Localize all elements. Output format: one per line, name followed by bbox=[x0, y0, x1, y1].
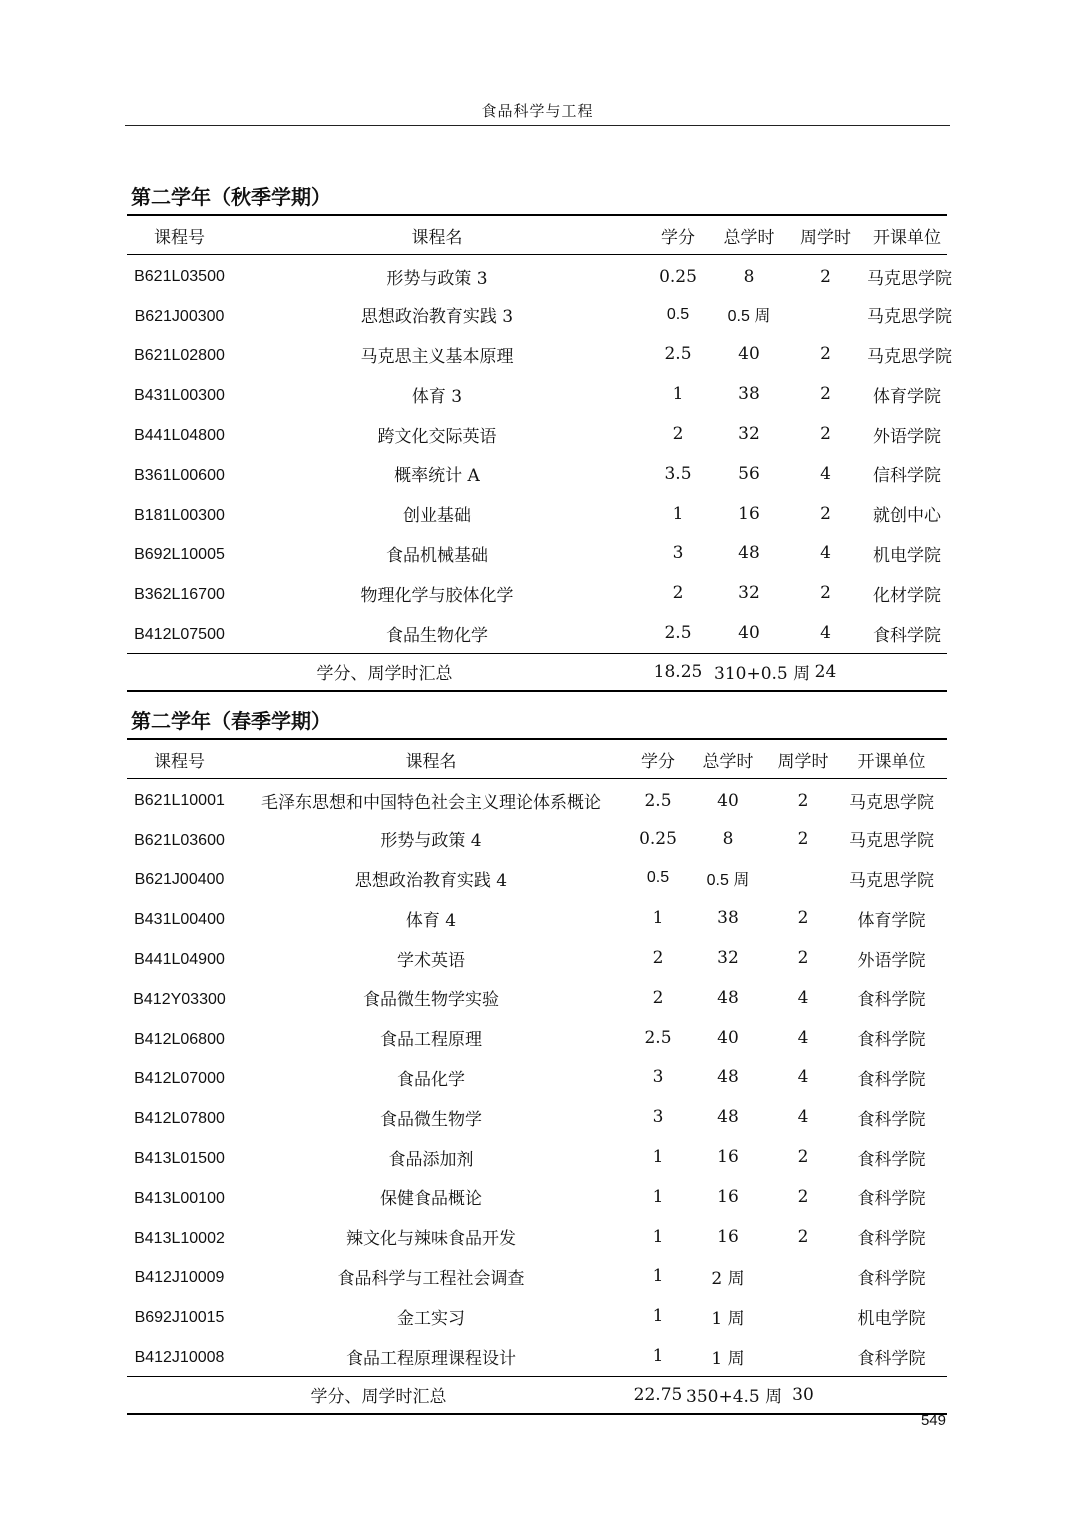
course-total-hours: 8 bbox=[743, 266, 755, 287]
course-code: B621J00400 bbox=[134, 871, 225, 889]
course-code: B362L16700 bbox=[134, 586, 225, 604]
course-total-hours: 48 bbox=[738, 543, 760, 564]
course-code: B441L04900 bbox=[134, 951, 225, 969]
course-code: B181L00300 bbox=[134, 506, 225, 524]
course-code: B413L01500 bbox=[134, 1150, 225, 1168]
table-row bbox=[127, 573, 947, 613]
column-header-total-hours: 总学时 bbox=[702, 751, 754, 772]
course-name: 保健食品概论 bbox=[380, 1189, 482, 1210]
column-header-code: 课程号 bbox=[154, 751, 205, 772]
course-name: 体育 4 bbox=[405, 910, 457, 931]
course-department: 马克思学院 bbox=[867, 346, 952, 367]
course-department: 马克思学院 bbox=[849, 831, 934, 852]
course-total-hours: 16 bbox=[717, 1186, 739, 1207]
total-weekly-hours: 30 bbox=[792, 1384, 814, 1405]
course-credit: 1 bbox=[652, 1306, 664, 1327]
course-total-hours: 48 bbox=[717, 1067, 739, 1088]
total-label: 学分、周学时汇总 bbox=[316, 664, 453, 685]
course-total-hours: 8 bbox=[722, 828, 734, 849]
course-total-hours: 16 bbox=[717, 1226, 739, 1247]
course-weekly-hours: 2 bbox=[797, 1147, 809, 1168]
course-name: 毛泽东思想和中国特色社会主义理论体系概论 bbox=[261, 793, 601, 814]
table-row bbox=[127, 1177, 947, 1217]
course-total-hours: 38 bbox=[717, 908, 739, 929]
section-title-autumn: 第二学年（秋季学期） bbox=[131, 185, 331, 209]
course-code: B692J10015 bbox=[134, 1309, 225, 1327]
course-weekly-hours bbox=[784, 295, 867, 335]
course-department: 食科学院 bbox=[857, 990, 926, 1011]
course-weekly-hours: 2 bbox=[797, 790, 809, 811]
course-department: 马克思学院 bbox=[849, 793, 934, 814]
course-department: 外语学院 bbox=[873, 426, 941, 447]
table-row bbox=[127, 978, 947, 1018]
table-row bbox=[127, 1137, 947, 1177]
course-weekly-hours: 4 bbox=[797, 1107, 809, 1128]
course-name: 跨文化交际英语 bbox=[377, 426, 497, 447]
total-department-empty bbox=[867, 653, 947, 691]
course-total-hours: 0.5 周 bbox=[706, 871, 750, 889]
table-row bbox=[127, 335, 947, 375]
course-name: 食品工程原理课程设计 bbox=[346, 1348, 516, 1369]
course-total-hours: 1 周 bbox=[711, 1348, 745, 1369]
course-name: 形势与政策 4 bbox=[380, 831, 482, 852]
course-department: 食科学院 bbox=[857, 1149, 926, 1170]
course-credit: 1 bbox=[652, 1266, 664, 1287]
course-code: B412L07500 bbox=[134, 626, 225, 644]
column-header-weekly-hours: 周学时 bbox=[777, 751, 829, 772]
course-department: 机电学院 bbox=[857, 1308, 926, 1329]
course-weekly-hours: 4 bbox=[797, 1067, 809, 1088]
course-credit: 0.25 bbox=[659, 266, 697, 287]
course-credit: 1 bbox=[652, 1226, 664, 1247]
course-code: B361L00600 bbox=[134, 466, 225, 484]
course-code: B412L06800 bbox=[134, 1030, 225, 1048]
course-weekly-hours bbox=[770, 1336, 836, 1376]
course-name: 体育 3 bbox=[411, 386, 463, 407]
table-row bbox=[127, 295, 947, 335]
course-credit: 3 bbox=[652, 1107, 664, 1128]
course-total-hours: 1 周 bbox=[711, 1308, 745, 1329]
course-code: B413L10002 bbox=[134, 1229, 225, 1247]
table-row bbox=[127, 613, 947, 653]
course-credit: 0.5 bbox=[666, 305, 690, 323]
course-total-hours: 32 bbox=[738, 424, 760, 445]
header-rule bbox=[125, 125, 950, 126]
course-code: B412J10009 bbox=[134, 1269, 225, 1287]
column-header-weekly-hours: 周学时 bbox=[800, 227, 851, 248]
course-rows-autumn bbox=[127, 255, 952, 691]
course-code: B431L00300 bbox=[134, 387, 225, 405]
course-name: 食品添加剂 bbox=[388, 1149, 474, 1170]
column-header-total-hours: 总学时 bbox=[723, 227, 775, 248]
column-header-department: 开课单位 bbox=[873, 227, 941, 248]
table-row bbox=[127, 779, 947, 819]
course-department: 机电学院 bbox=[873, 545, 941, 566]
course-weekly-hours: 2 bbox=[797, 908, 809, 929]
course-credit: 1 bbox=[672, 384, 684, 405]
table-row bbox=[127, 819, 947, 859]
column-header-name: 课程名 bbox=[411, 227, 463, 248]
total-hours: 350+4.5 周 bbox=[686, 1387, 783, 1408]
page-number: 549 bbox=[920, 1412, 946, 1429]
course-department: 化材学院 bbox=[873, 585, 941, 606]
course-credit: 1 bbox=[652, 1147, 664, 1168]
course-code: B413L00100 bbox=[134, 1189, 225, 1207]
section-title-spring: 第二学年（春季学期） bbox=[131, 709, 331, 733]
course-credit: 2 bbox=[672, 424, 684, 445]
course-name: 物理化学与胶体化学 bbox=[360, 585, 514, 606]
course-total-hours: 40 bbox=[717, 790, 739, 811]
course-weekly-hours: 4 bbox=[820, 543, 831, 564]
course-credit: 0.25 bbox=[639, 828, 677, 849]
course-weekly-hours: 2 bbox=[820, 384, 831, 405]
course-code: B412L07800 bbox=[134, 1110, 225, 1128]
total-credit: 18.25 bbox=[653, 661, 703, 682]
course-weekly-hours bbox=[770, 859, 836, 899]
table-row bbox=[127, 374, 947, 414]
course-weekly-hours: 4 bbox=[820, 623, 831, 644]
course-name: 食品科学与工程社会调查 bbox=[337, 1268, 525, 1289]
course-department: 食科学院 bbox=[857, 1189, 926, 1210]
table-row bbox=[127, 1296, 947, 1336]
course-name: 食品微生物学 bbox=[380, 1109, 482, 1130]
course-weekly-hours bbox=[770, 1296, 836, 1336]
course-code: B692L10005 bbox=[134, 546, 225, 564]
course-credit: 3.5 bbox=[664, 463, 692, 484]
course-total-hours: 48 bbox=[717, 1107, 739, 1128]
total-row bbox=[127, 1376, 947, 1414]
course-name: 马克思主义基本原理 bbox=[360, 346, 514, 367]
course-total-hours: 32 bbox=[717, 948, 739, 969]
course-name: 金工实习 bbox=[397, 1308, 465, 1329]
table-row bbox=[127, 938, 947, 978]
course-name: 思想政治教育实践 3 bbox=[360, 307, 514, 328]
course-code: B621L02800 bbox=[134, 347, 225, 365]
course-total-hours: 40 bbox=[738, 344, 760, 365]
course-department: 体育学院 bbox=[873, 386, 941, 407]
course-credit: 2.5 bbox=[664, 623, 692, 644]
course-name: 食品工程原理 bbox=[380, 1030, 482, 1051]
course-weekly-hours: 4 bbox=[820, 463, 831, 484]
table-row bbox=[127, 1058, 947, 1098]
table-row bbox=[127, 255, 947, 295]
course-weekly-hours: 2 bbox=[797, 1226, 809, 1247]
course-weekly-hours: 2 bbox=[797, 1186, 809, 1207]
course-weekly-hours: 4 bbox=[797, 987, 809, 1008]
course-total-hours: 16 bbox=[738, 503, 760, 524]
course-credit: 2.5 bbox=[664, 344, 692, 365]
course-total-hours: 56 bbox=[738, 463, 760, 484]
course-name: 创业基础 bbox=[403, 506, 471, 527]
course-credit: 1 bbox=[652, 908, 664, 929]
course-credit: 1 bbox=[672, 503, 684, 524]
course-department: 食科学院 bbox=[857, 1030, 926, 1051]
course-weekly-hours: 2 bbox=[797, 828, 809, 849]
course-name: 食品微生物学实验 bbox=[363, 990, 499, 1011]
table-row bbox=[127, 1257, 947, 1297]
course-table-spring bbox=[127, 738, 947, 1415]
course-department: 外语学院 bbox=[857, 950, 926, 971]
course-name: 思想政治教育实践 4 bbox=[354, 870, 508, 891]
course-department: 就创中心 bbox=[873, 506, 941, 527]
table-row bbox=[127, 534, 947, 574]
course-weekly-hours bbox=[770, 1257, 836, 1297]
course-department: 马克思学院 bbox=[849, 870, 934, 891]
table-row bbox=[127, 454, 947, 494]
course-credit: 0.5 bbox=[646, 869, 670, 887]
course-credit: 1 bbox=[652, 1186, 664, 1207]
course-credit: 2.5 bbox=[644, 1027, 672, 1048]
total-hours: 310+0.5 周 bbox=[714, 664, 811, 685]
course-name: 辣文化与辣味食品开发 bbox=[346, 1229, 516, 1250]
course-code: B412Y03300 bbox=[133, 990, 226, 1008]
total-label: 学分、周学时汇总 bbox=[310, 1387, 447, 1408]
table-header-row bbox=[127, 739, 947, 779]
course-total-hours: 16 bbox=[717, 1147, 739, 1168]
course-code: B441L04800 bbox=[134, 427, 225, 445]
running-header: 食品科学与工程 bbox=[481, 102, 594, 120]
table-row bbox=[127, 1018, 947, 1058]
table-header-row bbox=[127, 215, 947, 255]
course-credit: 2.5 bbox=[644, 790, 672, 811]
total-row bbox=[127, 653, 947, 691]
table-row bbox=[127, 494, 947, 534]
course-department: 食科学院 bbox=[857, 1229, 926, 1250]
course-credit: 1 bbox=[652, 1346, 664, 1367]
course-code: B621L03500 bbox=[134, 267, 225, 285]
course-weekly-hours: 2 bbox=[797, 948, 809, 969]
course-department: 食科学院 bbox=[857, 1109, 926, 1130]
table-row bbox=[127, 898, 947, 938]
course-credit: 3 bbox=[672, 543, 684, 564]
course-total-hours: 48 bbox=[717, 987, 739, 1008]
course-weekly-hours: 2 bbox=[820, 424, 831, 445]
course-code: B412L07000 bbox=[134, 1070, 225, 1088]
course-credit: 2 bbox=[672, 583, 684, 604]
table-row bbox=[127, 1097, 947, 1137]
course-name: 概率统计 A bbox=[394, 466, 480, 487]
total-department-empty bbox=[836, 1376, 947, 1414]
course-name: 食品化学 bbox=[397, 1069, 465, 1090]
column-header-credit: 学分 bbox=[641, 751, 675, 772]
course-code: B431L00400 bbox=[134, 911, 225, 929]
total-weekly-hours: 24 bbox=[814, 661, 837, 682]
course-total-hours: 2 周 bbox=[711, 1268, 745, 1289]
course-credit: 2 bbox=[652, 987, 664, 1008]
course-weekly-hours: 4 bbox=[797, 1027, 809, 1048]
course-credit: 3 bbox=[652, 1067, 664, 1088]
table-row bbox=[127, 1217, 947, 1257]
course-total-hours: 40 bbox=[717, 1027, 739, 1048]
course-table-autumn bbox=[127, 214, 952, 692]
table-row bbox=[127, 414, 947, 454]
course-code: B412J10008 bbox=[134, 1349, 225, 1367]
course-department: 食科学院 bbox=[857, 1268, 926, 1289]
course-name: 学术英语 bbox=[397, 950, 465, 971]
course-code: B621L03600 bbox=[134, 831, 225, 849]
course-name: 食品生物化学 bbox=[386, 625, 488, 646]
course-name: 食品机械基础 bbox=[386, 545, 488, 566]
course-department: 食科学院 bbox=[857, 1069, 926, 1090]
course-name: 形势与政策 3 bbox=[386, 269, 488, 290]
course-rows-spring bbox=[127, 779, 947, 1414]
column-header-department: 开课单位 bbox=[857, 751, 926, 772]
course-total-hours: 38 bbox=[738, 384, 760, 405]
course-department: 体育学院 bbox=[857, 910, 926, 931]
course-weekly-hours: 2 bbox=[820, 266, 831, 287]
table-row bbox=[127, 859, 947, 899]
course-department: 马克思学院 bbox=[867, 269, 952, 290]
course-department: 信科学院 bbox=[873, 466, 941, 487]
column-header-name: 课程名 bbox=[405, 751, 457, 772]
column-header-credit: 学分 bbox=[661, 227, 695, 248]
course-weekly-hours: 2 bbox=[820, 583, 831, 604]
course-code: B621J00300 bbox=[134, 307, 225, 325]
table-row bbox=[127, 1336, 947, 1376]
course-credit: 2 bbox=[652, 948, 664, 969]
course-department: 食科学院 bbox=[857, 1348, 926, 1369]
course-total-hours: 0.5 周 bbox=[727, 308, 771, 326]
course-department: 马克思学院 bbox=[867, 307, 952, 328]
course-total-hours: 40 bbox=[738, 623, 760, 644]
column-header-code: 课程号 bbox=[154, 227, 205, 248]
course-weekly-hours: 2 bbox=[820, 344, 831, 365]
course-total-hours: 32 bbox=[738, 583, 760, 604]
course-department: 食科学院 bbox=[873, 625, 941, 646]
total-credit: 22.75 bbox=[633, 1384, 683, 1405]
course-code: B621L10001 bbox=[134, 791, 225, 809]
course-weekly-hours: 2 bbox=[820, 503, 831, 524]
